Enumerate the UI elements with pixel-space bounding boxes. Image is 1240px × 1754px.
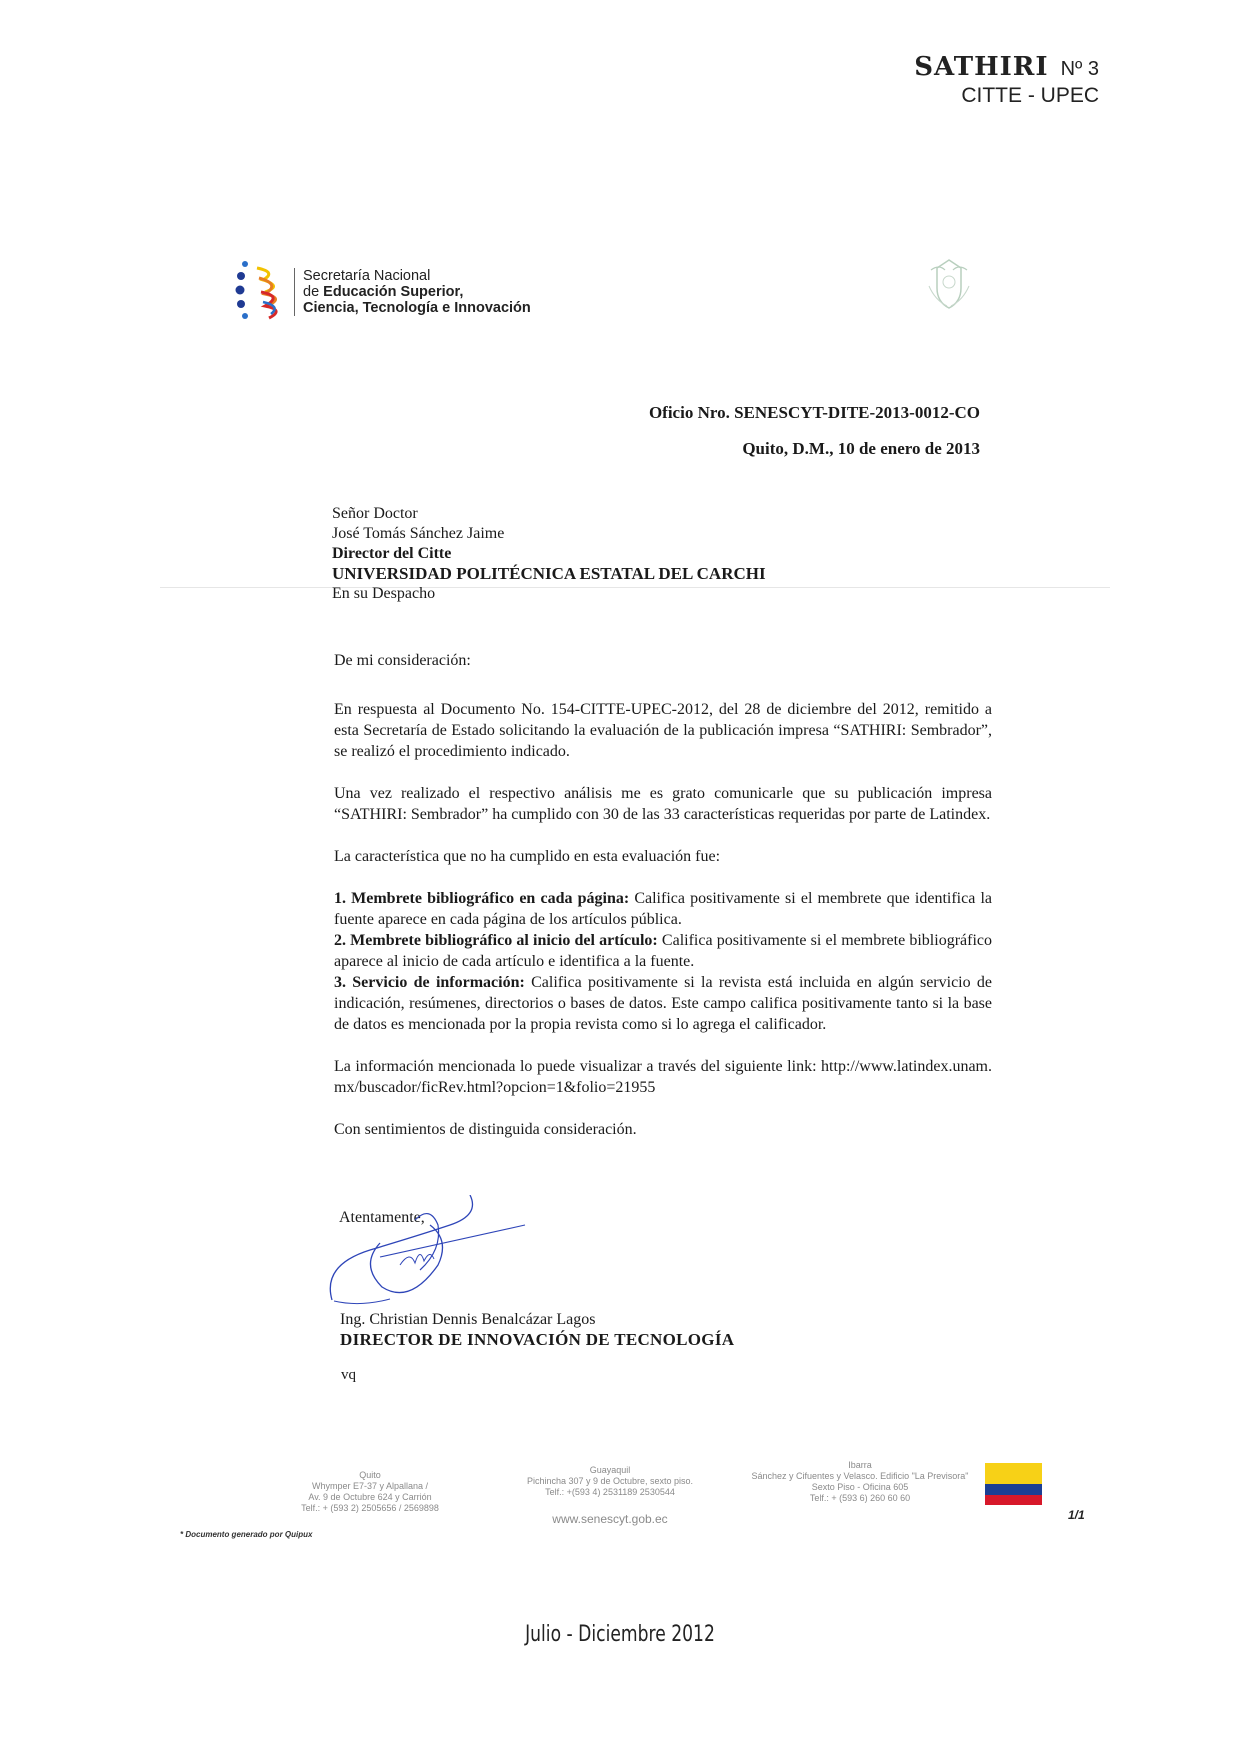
criterion-title: 2. Membrete bibliográfico al inicio del artículo: xyxy=(334,932,658,949)
letter-place-date: Quito, D.M., 10 de enero de 2013 xyxy=(742,439,980,458)
footer-line: Sánchez y Cifuentes y Velasco. Edificio "La Previsora" xyxy=(751,1471,969,1481)
page-footer: Julio - Diciembre 2012 xyxy=(525,1622,715,1647)
paragraph-5: Con sentimientos de distinguida consideración. xyxy=(334,1121,637,1138)
footer-website-link[interactable]: www.senescyt.gob.ec xyxy=(552,1512,668,1526)
footer-address-quito xyxy=(275,1470,465,1514)
signer-block xyxy=(340,1310,734,1350)
footer-address-ibarra xyxy=(725,1460,995,1504)
coat-of-arms-icon xyxy=(925,256,973,312)
journal-name: SATHIRI xyxy=(914,52,1049,82)
paragraph-1: En respuesta al Documento No. 154-CITTE-UPEC-2012, del 28 de diciembre del 2012, remitido a esta Secretaría de Estado solicitando la evaluación de la publicación impresa “SATHIRI: Sembrador”, se realizó el procedimiento indicado. xyxy=(334,701,992,760)
paragraph-2: Una vez realizado el respectivo análisis me es grato comunicarle que su publicación impresa “SATHIRI: Sembrador” ha cumplido con 30 de las 33 características requeridas por parte de Latindex. xyxy=(334,785,992,823)
journal-subtitle: CITTE - UPEC xyxy=(961,84,1099,107)
footer-line: Quito xyxy=(359,1470,381,1480)
footer-line: Sexto Piso - Oficina 605 xyxy=(811,1482,909,1492)
recipient-institution: UNIVERSIDAD POLITÉCNICA ESTATAL DEL CARCHI xyxy=(332,564,766,583)
signer-name: Ing. Christian Dennis Benalcázar Lagos xyxy=(340,1311,596,1328)
closing-word: Atentamente, xyxy=(339,1209,425,1226)
letterhead-line-1: Secretaría Nacional xyxy=(303,268,431,284)
ecuador-flag-icon xyxy=(985,1463,1042,1505)
letterhead-line-3: Ciencia, Tecnología e Innovación xyxy=(303,300,531,316)
signer-title: DIRECTOR DE INNOVACIÓN DE TECNOLOGÍA xyxy=(340,1330,735,1349)
recipient-title: Señor Doctor xyxy=(332,505,418,522)
footer-line: Telf.: + (593 2) 2505656 / 2569898 xyxy=(301,1503,439,1513)
recipient-position: Director del Citte xyxy=(332,545,452,562)
paragraph-4: La información mencionada lo puede visualizar a través del siguiente link: http://www.latindex.unam.mx/buscador/ficRev.html?opcion=1&folio=21955 xyxy=(334,1058,992,1096)
footer-line: Guayaquil xyxy=(589,1465,631,1475)
letterhead-line-2 xyxy=(303,284,531,300)
recipient-block xyxy=(332,504,766,604)
journal-header xyxy=(914,52,1099,108)
page-indicator: 1/1 xyxy=(1068,1508,1085,1522)
criterion-title: 1. Membrete bibliográfico en cada página: xyxy=(334,890,630,907)
criterion-item xyxy=(334,930,992,972)
criterion-item xyxy=(334,972,992,1035)
criterion-text: Califica positivamente si el membrete bibliográfico aparece al inicio de cada artículo e identifica a la fuente. xyxy=(334,932,992,970)
footer-line: Telf.: +(593 4) 2531189 2530544 xyxy=(545,1487,675,1497)
journal-number: Nº 3 xyxy=(1060,58,1099,80)
criterion-text: Califica positivamente si la revista está incluida en algún servicio de indicación, resúmenes, directorios o bases de datos. Este campo califica positivamente tanto si la base de datos es mencionada por la propia revista como si lo agrega el calificador. xyxy=(334,974,993,1033)
paragraph-3: La característica que no ha cumplido en esta evaluación fue: xyxy=(334,848,721,865)
letter-body xyxy=(334,650,992,1161)
handwritten-signature-icon xyxy=(320,1195,540,1315)
criterion-title: 3. Servicio de información: xyxy=(334,974,525,991)
footer-line: Pichincha 307 y 9 de Octubre, sexto piso. xyxy=(526,1476,694,1486)
letterhead-line-2-prefix: de xyxy=(303,284,324,300)
recipient-name: José Tomás Sánchez Jaime xyxy=(332,525,505,542)
letterhead-line-2-bold: Educación Superior, xyxy=(323,284,464,300)
recipient-location: En su Despacho xyxy=(332,585,436,602)
footer-address-guayaquil xyxy=(505,1465,715,1498)
footer-line: Whymper E7-37 y Alpallana / xyxy=(311,1481,429,1491)
reference-block xyxy=(649,395,980,467)
typist-initials: vq xyxy=(341,1367,356,1383)
greeting: De mi consideración: xyxy=(334,652,471,669)
letter-reference: Oficio Nro. SENESCYT-DITE-2013-0012-CO xyxy=(648,403,980,422)
letterhead-text xyxy=(294,268,531,316)
generated-note: * Documento generado por Quipux xyxy=(180,1530,313,1539)
footer-line: Telf.: + (593 6) 260 60 60 xyxy=(809,1493,911,1503)
criterion-text: Califica positivamente si el membrete que identifica la fuente aparece en cada página de los artículos pública. xyxy=(334,890,992,928)
footer-line: Ibarra xyxy=(848,1460,872,1470)
footer-line: Av. 9 de Octubre 624 y Carrión xyxy=(308,1492,432,1502)
criterion-item xyxy=(334,888,992,930)
